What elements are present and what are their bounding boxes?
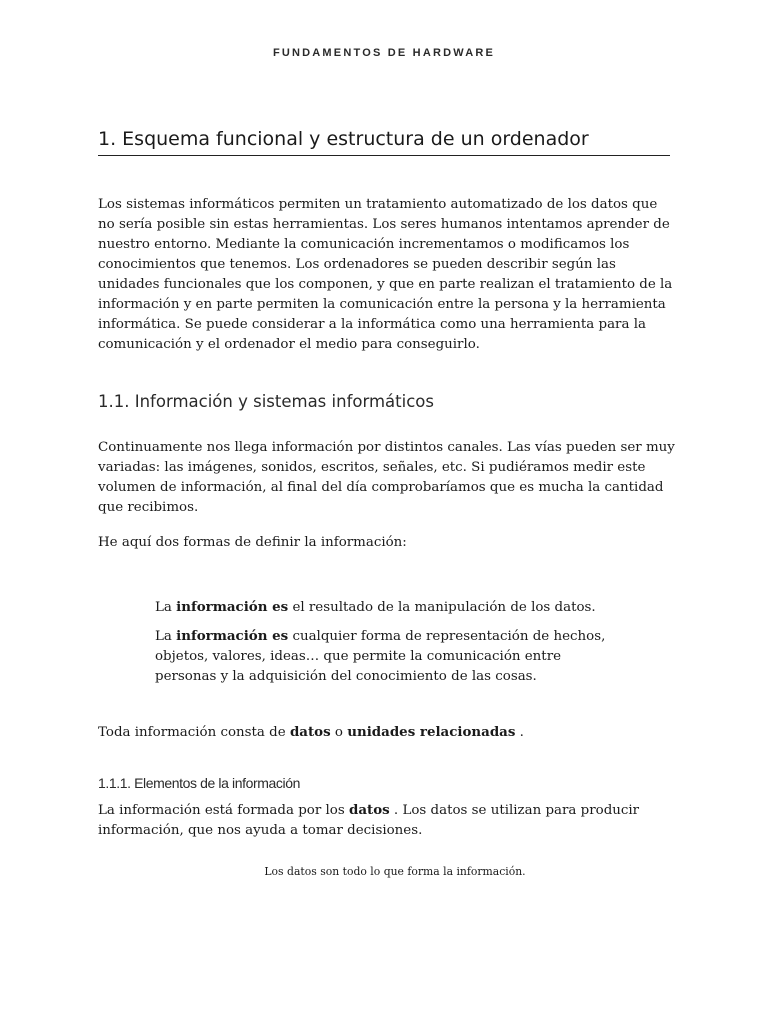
definition-quote-1 <box>155 597 625 618</box>
quote-1-prefix: La <box>155 600 177 615</box>
section-1-1-1-prefix: La información está formada por los <box>98 803 349 818</box>
definition-quote-2 <box>155 626 625 687</box>
figure-caption: Los datos son todo lo que forma la información. <box>264 865 526 878</box>
quote-1-rest: el resultado de la manipulación de los datos. <box>288 600 596 615</box>
paragraph-3-prefix: Toda información consta de <box>98 725 290 740</box>
section-1-1-paragraph-2: He aquí dos formas de definir la información: <box>98 535 407 550</box>
running-header: FUNDAMENTOS DE HARDWARE <box>272 47 496 59</box>
section-1-title: 1. Esquema funcional y estructura de un ordenador <box>98 127 670 156</box>
section-1-1-1-bold-datos: datos <box>348 802 390 818</box>
quote-2-rest: cualquier forma de representación de hechos, objetos, valores, ideas… que permite la comunicación entre personas y la adquisición del conocimiento de las cosas. <box>155 629 606 684</box>
paragraph-3-bold-unidades: unidades relacionadas <box>347 724 516 740</box>
quote-2-bold: información es <box>176 628 289 644</box>
quote-1-bold: información es <box>176 599 289 615</box>
section-1-1-1-paragraph <box>98 800 678 841</box>
paragraph-3-bold-datos: datos <box>289 724 331 740</box>
section-1-paragraph: Los sistemas informáticos permiten un tratamiento automatizado de los datos que no sería posible sin estas herramientas. Los seres humanos intentamos aprender de nuestro entorno. Mediante la comunicación incrementamos o modificamos los conocimientos que tenemos. Los ordenadores se pueden describir según las unidades funcionales que los componen, y que en parte realizan el tratamiento de la información y en parte permiten la comunicación entre la persona y la herramienta informática. Se puede considerar a la informática como una herramienta para la comunicación y el ordenador el medio para conseguirlo. <box>98 197 673 352</box>
quote-2-prefix: La <box>155 629 177 644</box>
section-1-1-paragraph-3 <box>98 722 678 743</box>
paragraph-3-suffix: . <box>515 725 524 740</box>
paragraph-3-middle: o <box>330 725 348 740</box>
section-1-1-1-suffix: . Los datos se utilizan para producir información, que nos ayuda a tomar decisiones. <box>98 803 640 838</box>
section-1-1-1-title: 1.1.1. Elementos de la información <box>98 775 300 791</box>
section-1-1-paragraph-1: Continuamente nos llega información por distintos canales. Las vías pueden ser muy variadas: las imágenes, sonidos, escritos, señales, etc. Si pudiéramos medir este volumen de información, al final del día comprobaríamos que es mucha la cantidad que recibimos. <box>98 440 675 515</box>
section-1-1-title: 1.1. Información y sistemas informáticos <box>98 392 434 411</box>
